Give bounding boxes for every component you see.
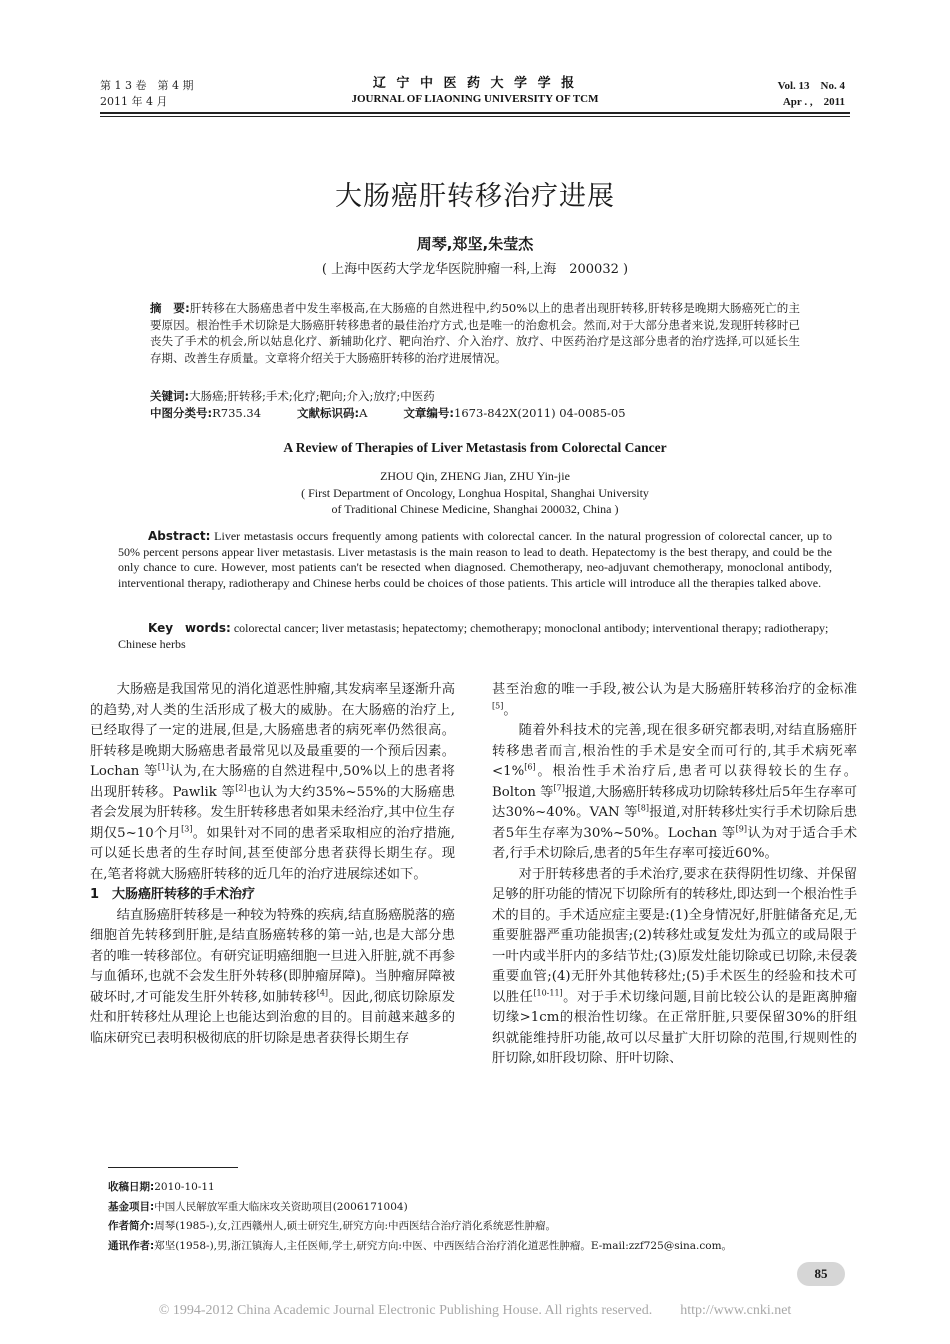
body-column-left	[90, 680, 455, 1049]
intro-paragraph: 大肠癌是我国常见的消化道恶性肿瘤,其发病率呈逐渐升高的趋势,对人类的生活形成了极大的威胁。在大肠癌的治疗上,已经取得了一定的进展,但是,大肠癌患者的病死率仍然很高。肝转移是晚期大肠癌患者最常见以及最重要的一个预后因素。Lochan 等[1]认为,在大肠癌的自然进程中,50%以上的患者将出现肝转移。Pawlik 等[2]也认为大约35%~55%的大肠癌患者会发展为肝转移。发生肝转移患者如果未经治疗,其中位生存期仅5~10个月[3]。如果针对不同的患者采取相应的治疗措施,可以延长患者的生存时间,甚至使部分患者获得长期生存。现在,笔者将就大肠癌肝转移的近几年的治疗进展综述如下。	[90, 682, 455, 882]
english-authors: ZHOU Qin, ZHENG Jian, ZHU Yin-jie	[380, 469, 570, 483]
english-affiliation-line2: of Traditional Chinese Medicine, Shanghai 200032, China )	[331, 502, 619, 516]
keywords-cn-text: 大肠癌;肝转移;手术;化疗;靶向;介入;放疗;中医药	[189, 389, 435, 403]
abstract-en	[118, 529, 832, 591]
article-number-value: 1673-842X(2011) 04-0085-05	[454, 406, 626, 420]
abstract-cn-label: 摘 要:	[150, 301, 190, 315]
footnote-corresponding: 通讯作者:郑坚(1958-),男,浙江镇海人,主任医师,学士,研究方向:中医、中西医结合治疗消化道恶性肿瘤。E-mail:zzf725@sina.com。	[108, 1239, 733, 1252]
citation-3: [3]	[181, 824, 193, 834]
citation-7: [7]	[553, 783, 565, 793]
keywords-en-text: colorectal cancer; liver metastasis; hepatectomy; chemotherapy; monoclonal antibody; interventional therapy; radiotherapy; Chinese herbs	[118, 621, 829, 651]
footnote-author: 作者简介:周琴(1985-),女,江西赣州人,硕士研究生,研究方向:中西医结合治疗消化系统恶性肿瘤。	[108, 1220, 557, 1232]
citation-4: [4]	[316, 988, 329, 998]
clc-value: R735.34	[212, 406, 262, 420]
surgery-paragraph-1: 结直肠癌肝转移是一种较为特殊的疾病,结直肠癌脱落的癌细胞首先转移到肝脏,是结直肠癌转移的第一站,也是大部分患者的唯一转移部位。有研究证明癌细胞一旦进入肝脏,就不再参与血循环,也就不会发生肝外转移(即肿瘤屏障)。当肿瘤屏障被破坏时,才可能发生肝外转移,如肺转移[4]。因此,彻底切除原发灶和肝转移灶从理论上也能达到治愈的目的。目前越来越多的临床研究已表明积极彻底的肝切除是患者获得长期生存	[90, 907, 455, 1046]
journal-name-en: JOURNAL OF LIAONING UNIVERSITY OF TCM	[351, 93, 599, 105]
header-rule-thin	[100, 116, 850, 117]
classification-row	[150, 405, 800, 421]
abstract-cn-text: 肝转移在大肠癌患者中发生率极高,在大肠癌的自然进程中,约50%以上的患者出现肝转移,肝转移是晚期大肠癌死亡的主要原因。根治性手术切除是大肠癌肝转移患者的最佳治疗方式,也是唯一的治愈机会。然而,对于大部分患者来说,发现肝转移时已丧失了手术的机会,所以姑息化疗、新辅助化疗、靶向治疗、介入治疗、放疗、中医药治疗是这部分患者的治疗选择,可以延长生存期、改善生存质量。文章将介绍关于大肠癌肝转移的治疗进展情况。	[150, 301, 800, 365]
article-affiliation: ( 上海中医药大学龙华医院肿瘤一科,上海 200032 )	[321, 262, 629, 277]
journal-name-cn: 辽 宁 中 医 药 大 学 学 报	[372, 76, 578, 91]
abstract-en-label: Abstract:	[148, 529, 211, 543]
abstract-en-text: Liver metastasis occurs frequently among patients with colorectal cancer. In the natural progression of colorectal cancer, up to 50% percent persons appear liver metastasis. Liver metastasis is the main reason to lead to death. Hepatectomy is the best therapy, and could be the only chance to cure. However, most patients can't be resected when diagnosed. Chemotherapy, neo-adjuvant chemotherapy, monoclonal antibody, interventional therapy, radiotherapy and Chinese herbs could be choices of those patients. This article will introduce all the therapies talked above.	[118, 529, 833, 590]
copyright-watermark: © 1994-2012 China Academic Journal Electronic Publishing House. All rights reserved. http://www.cnki.net	[158, 1303, 792, 1318]
surgery-paragraph-2: 随着外科技术的完善,现在很多研究都表明,对结直肠癌肝转移患者而言,根治性的手术是安全而可行的,其手术病死率<1%[6]。根治性手术治疗后,患者可以获得较长的生存。Bolton 等[7]报道,大肠癌肝转移成功切除转移灶后5年生存率可达30%~40%。VAN 等[8]报道,对肝转移灶实行手术切除后患者5年生存率为30%~50%。Lochan 等[9]认为对于适合手术者,行手术切除后,患者的5年生存率可接近60%。	[492, 723, 858, 861]
citation-1: [1]	[157, 762, 170, 772]
article-authors: 周琴,郑坚,朱莹杰	[416, 235, 534, 253]
citation-10-11: [10-11]	[533, 988, 563, 998]
footnotes	[108, 1178, 868, 1256]
citation-5: [5]	[492, 701, 504, 711]
keywords-cn	[150, 388, 800, 404]
abstract-cn	[150, 300, 800, 366]
clc-label: 中图分类号:	[150, 406, 213, 420]
surgery-paragraph-1-cont: 甚至治愈的唯一手段,被公认为是大肠癌肝转移治疗的金标准[5]。	[492, 682, 857, 718]
citation-6: [6]	[524, 762, 536, 772]
english-affiliation	[0, 485, 950, 517]
page-number: 85	[797, 1262, 845, 1286]
issue-volume-en: Vol. 13 No. 4	[777, 80, 845, 92]
issue-date-en: Apr . , 2011	[782, 96, 845, 108]
article-number-label: 文章编号:	[403, 406, 455, 420]
footnote-received: 收稿日期:2010-10-11	[108, 1181, 215, 1193]
issue-volume: 第 1 3 卷 第 4 期	[100, 79, 194, 92]
doc-code-value: A	[359, 406, 368, 420]
header-rule	[100, 112, 850, 114]
article-title: 大肠癌肝转移治疗进展	[335, 181, 615, 212]
citation-8: [8]	[637, 803, 649, 813]
body-column-right	[492, 680, 857, 1070]
footnote-rule	[108, 1167, 238, 1168]
keywords-cn-label: 关键词:	[150, 389, 190, 403]
issue-date: 2011 年 4 月	[100, 95, 168, 108]
english-title: A Review of Therapies of Liver Metastasis from Colorectal Cancer	[283, 440, 667, 455]
keywords-en-label: Key words:	[148, 621, 231, 635]
citation-2: [2]	[235, 783, 247, 793]
citation-9: [9]	[735, 824, 747, 834]
section-heading-1: 1 大肠癌肝转移的手术治疗	[90, 887, 256, 902]
footnote-fund: 基金项目:中国人民解放军重大临床攻关资助项目(2006171004)	[108, 1200, 408, 1213]
doc-code-label: 文献标识码:	[297, 406, 360, 420]
surgery-paragraph-3: 对于肝转移患者的手术治疗,要求在获得阴性切缘、并保留足够的肝功能的情况下切除所有的转移灶,即达到一个根治性手术的目的。手术适应症主要是:(1)全身情况好,肝脏储备充足,无重要脏器严重功能损害;(2)转移灶或复发灶为孤立的或局限于一叶内或半肝内的多结节灶;(3)原发灶能切除或已切除,未侵袭重要血管;(4)无肝外其他转移灶;(5)手术医生的经验和技术可以胜任[10-11]。对于手术切缘问题,目前比较公认的是距离肿瘤切缘>1cm的根治性切缘。在正常肝脏,只要保留30%的肝组织就能维持肝功能,故可以尽量扩大肝切除的范围,行规则性的肝切除,如肝段切除、肝叶切除、	[492, 866, 857, 1066]
keywords-en	[118, 621, 832, 652]
english-affiliation-line1: ( First Department of Oncology, Longhua Hospital, Shanghai University	[301, 486, 649, 500]
issue-info-en	[778, 78, 845, 110]
